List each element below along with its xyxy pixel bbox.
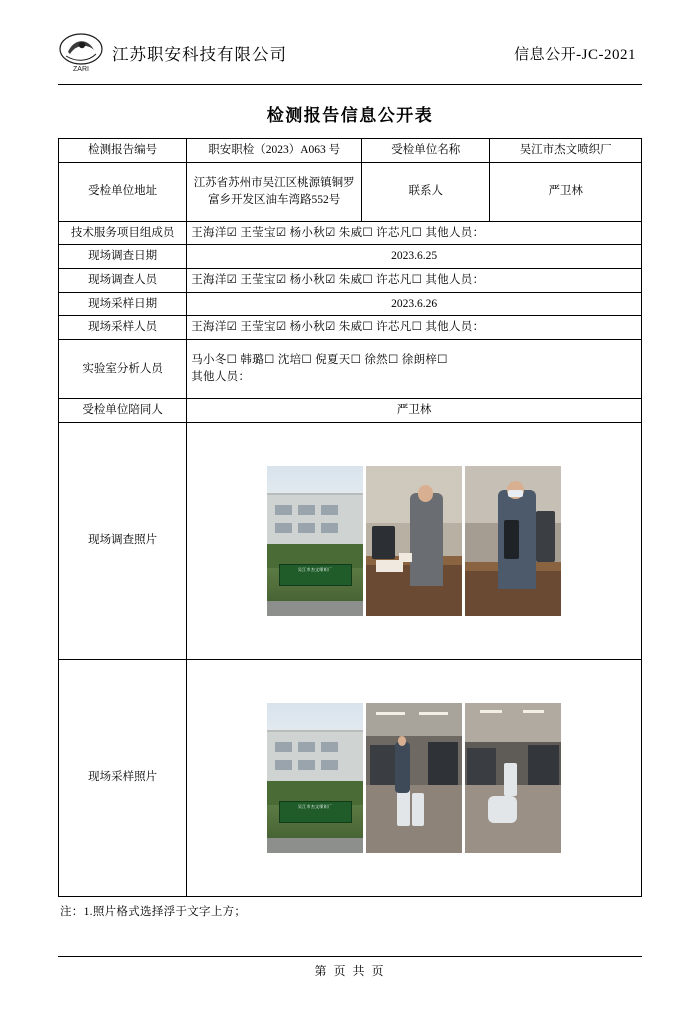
survey-photos-cell bbox=[187, 422, 642, 659]
doc-code: 信息公开-JC-2021 bbox=[514, 46, 636, 63]
company-name: 江苏职安科技有限公司 bbox=[112, 45, 287, 64]
document-page bbox=[0, 24, 700, 1013]
report-no-label: 检测报告编号 bbox=[59, 139, 187, 163]
report-no-value: 职安职检（2023）A063 号 bbox=[187, 139, 362, 163]
page-title: 检测报告信息公开表 bbox=[266, 106, 434, 125]
page-number: 第 页 共 页 bbox=[314, 964, 386, 978]
table-row bbox=[59, 292, 642, 316]
lab-person-label: 实验室分析人员 bbox=[59, 340, 187, 399]
sampling-photos-cell bbox=[187, 659, 642, 896]
survey-photos-label: 现场调查照片 bbox=[59, 422, 187, 659]
sample-photos-label: 现场采样照片 bbox=[59, 659, 187, 896]
sample-date-label: 现场采样日期 bbox=[59, 292, 187, 316]
client-name-label: 受检单位名称 bbox=[362, 139, 490, 163]
company-logo bbox=[58, 32, 287, 74]
accompany-value: 严卫林 bbox=[187, 399, 642, 423]
lab-person-line-2: 其他人员： bbox=[191, 371, 251, 384]
table-note: 注：1.照片格式选择浮于文字上方； bbox=[60, 905, 247, 918]
address-value: 江苏省苏州市吴江区桃源镇铜罗富乡开发区油车湾路552号 bbox=[187, 162, 362, 221]
table-row bbox=[59, 162, 642, 221]
table-row bbox=[59, 340, 642, 399]
accompany-label: 受检单位陪同人 bbox=[59, 399, 187, 423]
contact-value: 严卫林 bbox=[490, 162, 642, 221]
report-info-table bbox=[58, 138, 642, 897]
client-name-value: 吴江市杰文喷织厂 bbox=[490, 139, 642, 163]
team-value: 王海洋☑ 王莹宝☑ 杨小秋☑ 朱威☐ 许芯凡☐ 其他人员： bbox=[187, 221, 642, 245]
survey-person-value: 王海洋☑ 王莹宝☑ 杨小秋☑ 朱威☐ 许芯凡☐ 其他人员： bbox=[187, 269, 642, 293]
address-label: 受检单位地址 bbox=[59, 162, 187, 221]
survey-date-label: 现场调查日期 bbox=[59, 245, 187, 269]
page-footer bbox=[58, 956, 642, 979]
survey-person-label: 现场调查人员 bbox=[59, 269, 187, 293]
sample-person-value: 王海洋☑ 王莹宝☑ 杨小秋☑ 朱威☐ 许芯凡☐ 其他人员： bbox=[187, 316, 642, 340]
lab-person-line-1: 马小冬☐ 韩璐☐ 沈培☐ 倪夏天☐ 徐然☐ 徐朗梓☐ bbox=[191, 354, 448, 367]
table-row bbox=[59, 399, 642, 423]
team-label: 技术服务项目组成员 bbox=[59, 221, 187, 245]
lab-person-value bbox=[187, 340, 642, 399]
table-row bbox=[59, 659, 642, 896]
table-row bbox=[59, 245, 642, 269]
contact-label: 联系人 bbox=[362, 162, 490, 221]
header-divider bbox=[58, 84, 642, 85]
sample-person-label: 现场采样人员 bbox=[59, 316, 187, 340]
factory-gate-photo bbox=[267, 466, 363, 616]
survey-date-value: 2023.6.25 bbox=[187, 245, 642, 269]
svg-text:ZARI: ZARI bbox=[73, 66, 89, 73]
sample-date-value: 2023.6.26 bbox=[187, 292, 642, 316]
zari-logo-icon bbox=[58, 32, 104, 74]
table-row bbox=[59, 422, 642, 659]
weaving-workshop-photo-1 bbox=[366, 703, 462, 853]
table-row bbox=[59, 139, 642, 163]
gate-sign-caption: 吴江市杰文喷织厂 bbox=[297, 804, 333, 810]
table-row bbox=[59, 316, 642, 340]
table-row bbox=[59, 269, 642, 293]
indoor-inspection-photo-1 bbox=[366, 466, 462, 616]
factory-gate-sampling-photo bbox=[267, 703, 363, 853]
indoor-inspection-photo-2 bbox=[465, 466, 561, 616]
survey-photo-strip bbox=[191, 466, 637, 616]
weaving-workshop-photo-2 bbox=[465, 703, 561, 853]
gate-sign-caption: 吴江市杰文喷织厂 bbox=[297, 567, 333, 573]
table-row bbox=[59, 221, 642, 245]
sampling-photo-strip bbox=[191, 703, 637, 853]
page-header bbox=[58, 24, 642, 82]
footer-divider bbox=[58, 956, 642, 957]
